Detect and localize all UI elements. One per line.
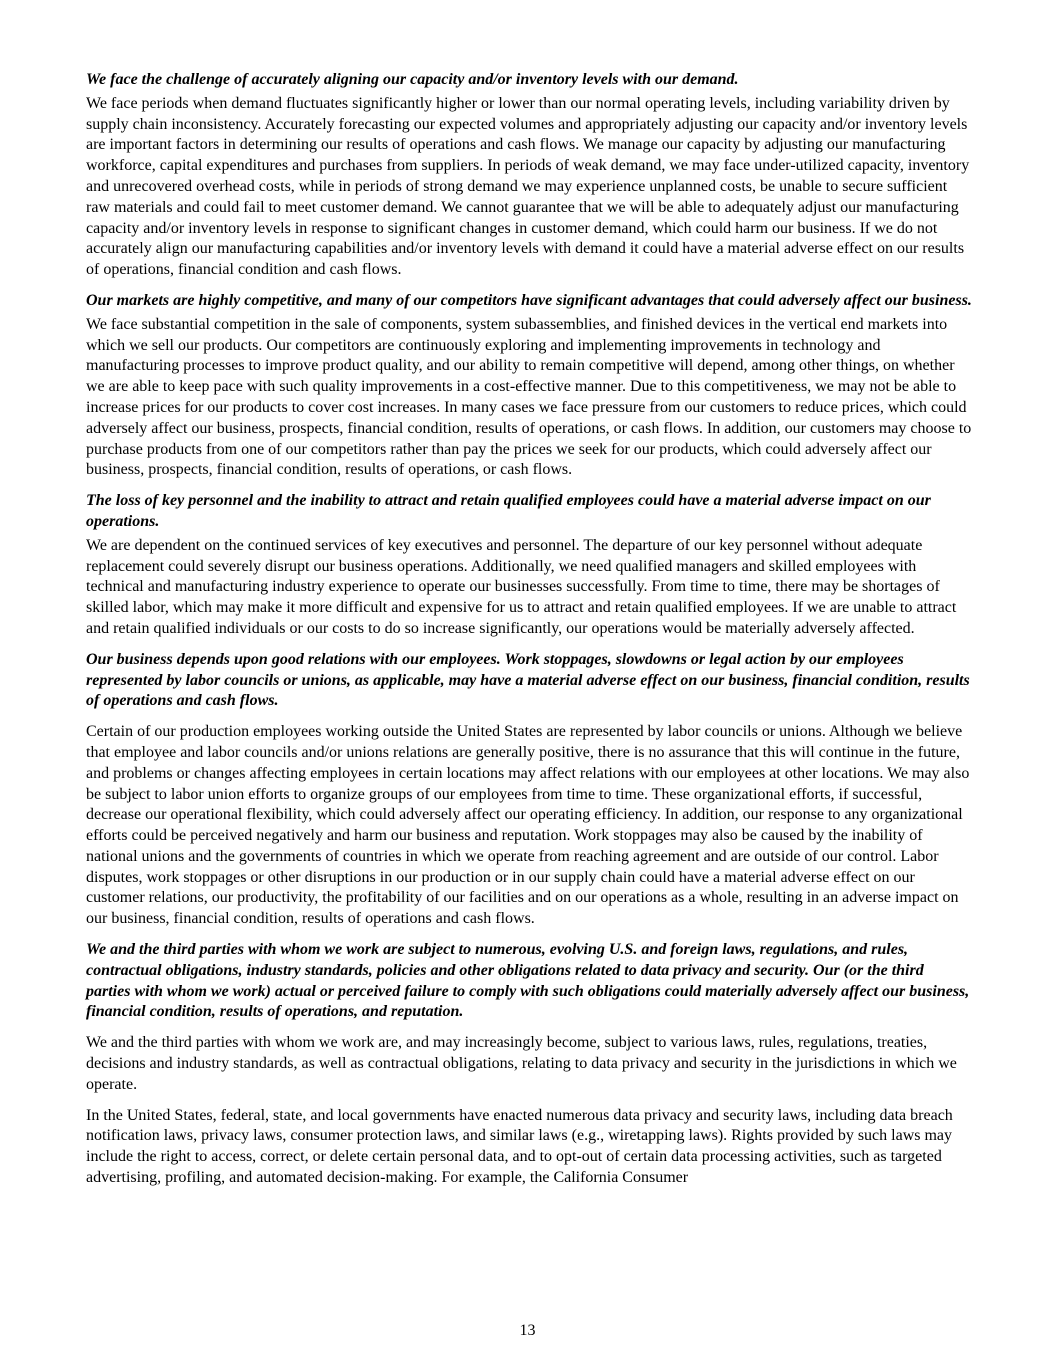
section-heading: Our business depends upon good relations with our employees. Work stoppages, slowdowns or legal action by our employees represented by labor councils or unions, as applicable, may have a material adverse effect on our business, financial condition, results of operations and cash flows. [86, 650, 970, 710]
body-paragraph: We face periods when demand fluctuates significantly higher or lower than our normal operating levels, including variability driven by supply chain inconsistency. Accurately forecasting our expected volumes and appropriately adjusting our capacity and/or inventory levels are important factors in determining our results of operations and cash flows. We manage our capacity by adjusting our manufacturing workforce, capital expenditures and purchases from suppliers. In periods of weak demand, we may face under-utilized capacity, inventory and unrecovered overhead costs, while in periods of strong demand we may experience unplanned costs, be unable to secure sufficient raw materials and could fail to meet customer demand. We cannot guarantee that we will be able to adequately adjust our manufacturing capacity and/or inventory levels in response to significant changes in customer demand, which could harm our business. If we do not accurately align our manufacturing capabilities and/or inventory levels with demand it could have a material adverse effect on our results of operations, financial condition and cash flows. [86, 94, 970, 279]
document-body [86, 70, 972, 1199]
section-competition [86, 291, 972, 481]
body-paragraph: We are dependent on the continued services of key executives and personnel. The departure of our key personnel without adequate replacement could severely disrupt our business operations. Additionally, we need qualified managers and skilled employees with technical and manufacturing industry experience to operate our businesses successfully. From time to time, there may be shortages of skilled labor, which may make it more difficult and expensive for us to attract and retain qualified employees. If we are unable to attract and retain qualified individuals or our costs to do so increase significantly, our operations would be materially adversely affected. [86, 536, 957, 637]
body-paragraph: We face substantial competition in the sale of components, system subassemblies, and finished devices in the vertical end markets into which we sell our products. Our competitors are continuously exploring and implementing improvements in technology and manufacturing processes to improve product quality, and our ability to remain competitive will depend, among other things, on whether we are able to keep pace with such quality improvements in a cost-effective manner. Due to this competitiveness, we may not be able to increase prices for our products to cover cost increases. In many cases we face pressure from our customers to reduce prices, which could adversely affect our business, prospects, financial condition, results of operations, or cash flows. In addition, our customers may choose to purchase products from one of our competitors rather than pay the prices we seek for our products, which could adversely affect our business, prospects, financial condition, results of operations, or cash flows. [86, 315, 972, 479]
page-number: 13 [519, 1322, 536, 1339]
body-paragraph: Certain of our production employees working outside the United States are represented by labor councils or unions. Although we believe that employee and labor councils and/or unions relations are generally positive, there is no assurance that this will continue in the future, and problems or changes affecting employees in certain locations may affect relations with our employees at other locations. We may also be subject to labor union efforts to organize groups of our employees from time to time. These organizational efforts, if successful, decrease our operational flexibility, which could adversely affect our operating efficiency. In addition, our response to any organizational efforts could be perceived negatively and harm our business and reputation. Work stoppages may also be caused by the inability of national unions and the governments of countries in which we operate from reaching agreement and are outside of our control. Labor disputes, work stoppages or other disruptions in our production or in our supply chain could have a material adverse effect on our customer relations, our productivity, the profitability of our facilities and on our operations as a whole, resulting in an adverse impact on our business, financial condition, results of operations and cash flows. [86, 723, 970, 928]
section-capacity-alignment [86, 70, 972, 281]
section-heading: Our markets are highly competitive, and many of our competitors have significant advantages that could adversely affect our business. [86, 291, 972, 309]
body-paragraph: We and the third parties with whom we work are, and may increasingly become, subject to various laws, rules, regulations, treaties, decisions and industry standards, as well as contractual obligations, relating to data privacy and security in the jurisdictions in which we operate. [86, 1034, 957, 1093]
section-heading: We face the challenge of accurately aligning our capacity and/or inventory levels with our demand. [86, 71, 739, 88]
section-heading: We and the third parties with whom we work are subject to numerous, evolving U.S. and foreign laws, regulations, and rules, contractual obligations, industry standards, policies and other obligations related to data privacy and security. Our (or the third parties with whom we work) actual or perceived failure to comply with such obligations could materially adversely affect our business, financial condition, results of operations, and reputation. [86, 941, 970, 1021]
section-heading: The loss of key personnel and the inability to attract and retain qualified employees could have a material adverse impact on our operations. [86, 492, 931, 530]
section-employee-relations [86, 650, 972, 930]
section-data-privacy [86, 940, 972, 1189]
body-paragraph: In the United States, federal, state, and local governments have enacted numerous data privacy and security laws, including data breach notification laws, privacy laws, consumer protection laws, and similar laws (e.g., wiretapping laws). Rights provided by such laws may include the right to access, correct, or delete certain personal data, and to opt-out of certain data processing activities, such as targeted advertising, profiling, and automated decision-making. For example, the California Consumer [86, 1106, 953, 1187]
section-key-personnel [86, 491, 972, 640]
